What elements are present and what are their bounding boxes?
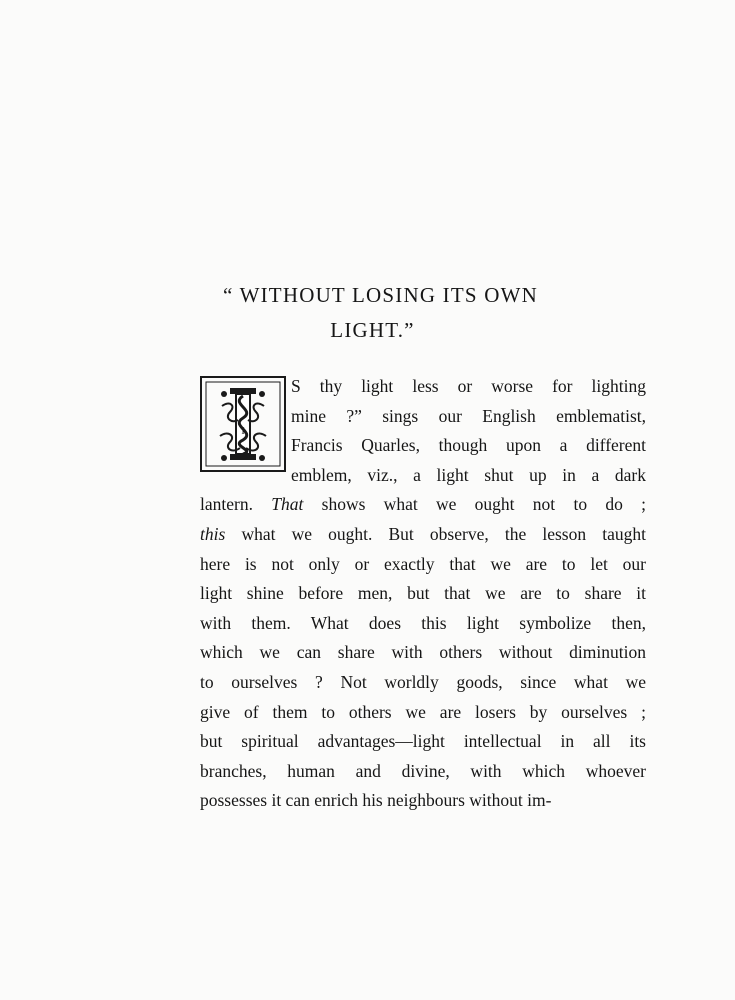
text-line-2: mine ?” sings our English emblematist, [291, 405, 646, 426]
text-line-13: but spiritual advantages—light intellectual in all its [200, 731, 646, 752]
text-line-5-italic: That [271, 494, 304, 515]
svg-text:I: I [241, 426, 245, 437]
drop-cap-ornament-icon [200, 376, 286, 472]
text-line-4: emblem, viz., a light shut up in a dark [291, 464, 646, 485]
text-line-6-italic: this [200, 523, 226, 544]
text-line-10: which we can share with others without diminution [200, 642, 646, 663]
text-line-5 [200, 490, 646, 520]
text-line-6-b: what we ought. But observe, the lesson taught [241, 523, 646, 544]
chapter-title [0, 278, 735, 348]
text-line-15: possesses it can enrich his neighbours without im- [200, 790, 552, 811]
text-line-1: S thy light less or worse for lighting [291, 376, 646, 396]
text-line-9: with them. What does this light symbolize then, [200, 612, 646, 633]
text-line-3: Francis Quarles, though upon a different [291, 435, 646, 456]
text-line-7: here is not only or exactly that we are to let our [200, 553, 646, 574]
text-line-11: to ourselves ? Not worldly goods, since what we [200, 671, 646, 692]
text-line-14: branches, human and divine, with which whoever [200, 760, 646, 781]
chapter-title-line-1: “ WITHOUT LOSING ITS OWN [223, 283, 538, 307]
text-line-5-b: shows what we ought not to do ; [321, 494, 646, 515]
ornamental-drop-cap [200, 376, 286, 472]
text-line-6 [200, 520, 646, 550]
chapter-title-line-2: LIGHT.” [330, 318, 415, 342]
text-line-8: light shine before men, but that we are to share it [200, 583, 646, 604]
text-line-5-a: lantern. [200, 494, 253, 515]
body-paragraph [200, 372, 646, 816]
text-line-12: give of them to others we are losers by ourselves ; [200, 701, 646, 722]
